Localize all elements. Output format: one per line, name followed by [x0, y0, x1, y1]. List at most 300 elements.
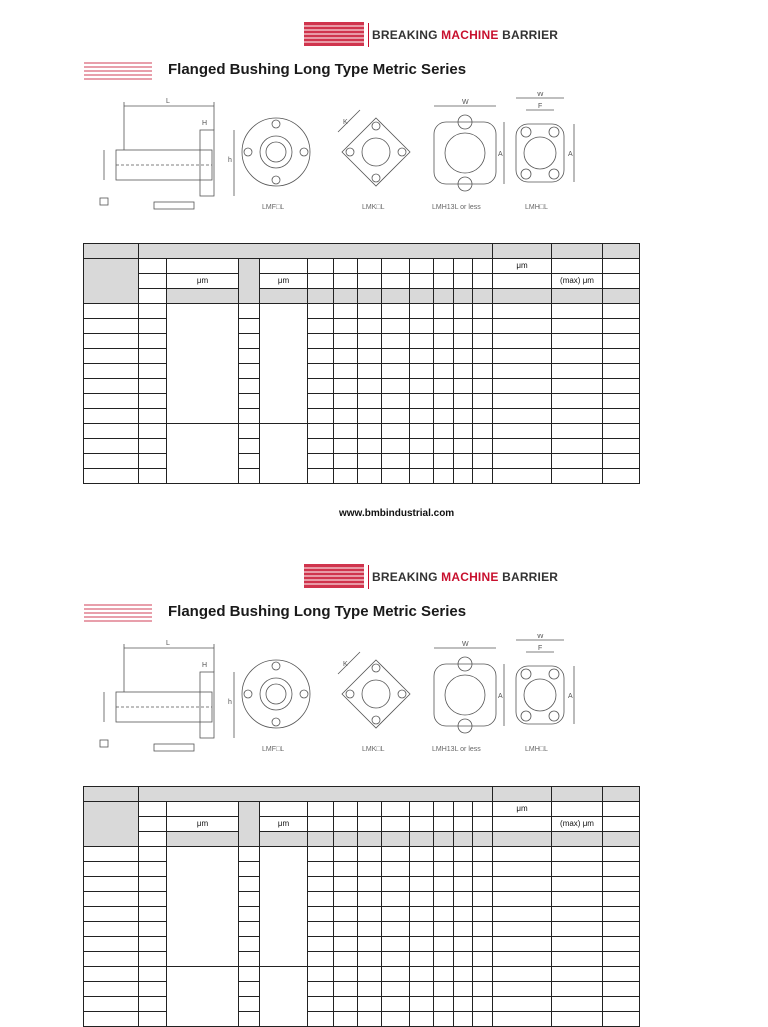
- table-cell: [358, 802, 382, 817]
- table-cell: [410, 469, 434, 484]
- table-cell: [603, 802, 640, 817]
- brand-name-part3: BARRIER: [498, 28, 559, 42]
- table-cell: [434, 982, 454, 997]
- table-cell: [603, 469, 640, 484]
- brand-name-part1: BREAKING: [372, 570, 442, 584]
- table-cell: [139, 832, 167, 847]
- table-cell: [260, 847, 308, 967]
- table-cell: [334, 304, 358, 319]
- table-cell: [358, 334, 382, 349]
- header-um-cell: μm: [493, 802, 552, 817]
- table-cell: [603, 877, 640, 892]
- table-cell: [358, 982, 382, 997]
- table-row: [84, 274, 640, 289]
- dim-label-A-2: A: [568, 151, 573, 158]
- table-cell: [552, 454, 603, 469]
- table-cell: [334, 439, 358, 454]
- table-row: [84, 304, 640, 319]
- table-cell: [410, 832, 434, 847]
- table-cell: [473, 469, 493, 484]
- table-cell: [434, 877, 454, 892]
- table-cell: [382, 997, 410, 1012]
- table-cell: [139, 394, 167, 409]
- table-cell: [334, 334, 358, 349]
- table-cell: [552, 469, 603, 484]
- table-cell: [358, 937, 382, 952]
- table-cell: [454, 319, 473, 334]
- table-cell: [382, 454, 410, 469]
- table-cell: [139, 1012, 167, 1027]
- table-cell: [167, 847, 239, 967]
- table-cell: [473, 982, 493, 997]
- table-cell: [358, 319, 382, 334]
- table-cell: [239, 937, 260, 952]
- table-cell: [454, 892, 473, 907]
- table-cell: [167, 259, 239, 274]
- table-cell: [382, 409, 410, 424]
- table-cell: [239, 952, 260, 967]
- table-cell: [603, 892, 640, 907]
- table-cell: [434, 997, 454, 1012]
- table-cell: [410, 982, 434, 997]
- table-cell: [84, 364, 139, 379]
- table-cell: [410, 997, 434, 1012]
- table-cell: [434, 349, 454, 364]
- table-cell: [552, 1012, 603, 1027]
- table-cell: [382, 1012, 410, 1027]
- brand-name-part2: MACHINE: [441, 570, 499, 584]
- table-cell: [434, 274, 454, 289]
- table-cell: [603, 439, 640, 454]
- table-cell: [167, 967, 239, 1027]
- table-cell: [603, 379, 640, 394]
- table-cell: [552, 409, 603, 424]
- table-cell: [603, 907, 640, 922]
- table-cell: [382, 922, 410, 937]
- dim-label-L: L: [166, 640, 170, 647]
- table-cell: [260, 967, 308, 1027]
- table-cell: [603, 847, 640, 862]
- table-cell: [603, 997, 640, 1012]
- table-cell: [260, 259, 308, 274]
- table-cell: [382, 832, 410, 847]
- table-cell: [493, 364, 552, 379]
- table-cell: [473, 454, 493, 469]
- table-cell: [434, 922, 454, 937]
- table-cell: [473, 394, 493, 409]
- table-cell: [473, 877, 493, 892]
- table-cell: [84, 334, 139, 349]
- table-cell: [382, 289, 410, 304]
- table-row: [84, 424, 640, 439]
- table-cell: [382, 907, 410, 922]
- table-cell: [84, 922, 139, 937]
- table-cell: [454, 439, 473, 454]
- table-cell: [239, 922, 260, 937]
- bmb-small-logo-icon: [84, 602, 152, 626]
- table-cell: [358, 907, 382, 922]
- table-cell: [552, 349, 603, 364]
- table-cell: [434, 424, 454, 439]
- table-cell: [493, 274, 552, 289]
- table-cell: [260, 802, 308, 817]
- table-cell: [473, 304, 493, 319]
- table-cell: [473, 439, 493, 454]
- table-cell: [84, 907, 139, 922]
- table-cell: [493, 892, 552, 907]
- table-cell: [358, 304, 382, 319]
- table-cell: [434, 937, 454, 952]
- table-cell: [552, 439, 603, 454]
- table-cell: [434, 289, 454, 304]
- header-um-cell: μm: [167, 817, 239, 832]
- table-cell: [308, 862, 334, 877]
- table-cell: [308, 877, 334, 892]
- table-cell: [334, 862, 358, 877]
- header-um-cell: μm: [167, 274, 239, 289]
- table-cell: [473, 349, 493, 364]
- table-cell: [410, 289, 434, 304]
- table-cell: [552, 937, 603, 952]
- table-cell: [260, 832, 308, 847]
- table-cell: [358, 379, 382, 394]
- table-cell: [382, 967, 410, 982]
- brand-name-part3: BARRIER: [498, 570, 559, 584]
- table-cell: [84, 394, 139, 409]
- table-cell: [308, 469, 334, 484]
- table-cell: [382, 802, 410, 817]
- header-max-um-cell: (max) μm: [552, 817, 603, 832]
- table-cell: [493, 862, 552, 877]
- table-cell: [358, 439, 382, 454]
- table-cell: [493, 454, 552, 469]
- table-cell: [410, 439, 434, 454]
- table-cell: [139, 334, 167, 349]
- table-cell: [434, 379, 454, 394]
- table-cell: [434, 454, 454, 469]
- table-cell: [434, 892, 454, 907]
- table-cell: [334, 409, 358, 424]
- table-cell: [334, 907, 358, 922]
- header-cell: [84, 259, 139, 304]
- brand-name-part2: MACHINE: [441, 28, 499, 42]
- table-cell: [139, 319, 167, 334]
- table-cell: [334, 997, 358, 1012]
- brand-name: [372, 28, 558, 42]
- table-cell: [334, 847, 358, 862]
- table-cell: [410, 922, 434, 937]
- table-cell: [493, 997, 552, 1012]
- table-cell: [308, 364, 334, 379]
- table-cell: [552, 922, 603, 937]
- table-cell: [473, 847, 493, 862]
- table-cell: [139, 349, 167, 364]
- table-row: [84, 817, 640, 832]
- table-cell: [382, 394, 410, 409]
- table-cell: [454, 907, 473, 922]
- table-cell: [239, 394, 260, 409]
- table-cell: [410, 424, 434, 439]
- table-cell: [358, 832, 382, 847]
- table-cell: [334, 259, 358, 274]
- table-cell: [454, 334, 473, 349]
- table-cell: [454, 817, 473, 832]
- table-cell: [358, 817, 382, 832]
- table-cell: [473, 424, 493, 439]
- table-cell: [308, 259, 334, 274]
- table-cell: [454, 349, 473, 364]
- table-row: [84, 802, 640, 817]
- table-cell: [334, 394, 358, 409]
- table-cell: [454, 967, 473, 982]
- table-cell: [410, 304, 434, 319]
- table-cell: [308, 394, 334, 409]
- table-cell: [603, 937, 640, 952]
- table-cell: [308, 379, 334, 394]
- table-cell: [454, 289, 473, 304]
- table-cell: [334, 319, 358, 334]
- table-cell: [239, 379, 260, 394]
- brand-name: [372, 570, 558, 584]
- table-cell: [603, 454, 640, 469]
- table-cell: [358, 274, 382, 289]
- table-cell: [493, 937, 552, 952]
- table-cell: [308, 424, 334, 439]
- table-cell: [239, 304, 260, 319]
- table-cell: [308, 982, 334, 997]
- table-cell: [434, 319, 454, 334]
- table-cell: [473, 862, 493, 877]
- table-cell: [139, 409, 167, 424]
- table-cell: [473, 289, 493, 304]
- table-cell: [334, 424, 358, 439]
- table-cell: [493, 922, 552, 937]
- table-cell: [454, 424, 473, 439]
- table-cell: [473, 319, 493, 334]
- header-cell: [603, 787, 640, 802]
- table-cell: [410, 862, 434, 877]
- table-row: [84, 289, 640, 304]
- caption-lmk: LMK□L: [362, 204, 385, 211]
- table-cell: [454, 274, 473, 289]
- table-cell: [493, 967, 552, 982]
- table-cell: [139, 847, 167, 862]
- table-cell: [334, 952, 358, 967]
- table-cell: [358, 847, 382, 862]
- dim-label-h: h: [228, 157, 232, 164]
- table-cell: [410, 802, 434, 817]
- technical-drawings: [96, 634, 576, 754]
- table-cell: [434, 907, 454, 922]
- header-um-cell: μm: [493, 259, 552, 274]
- table-cell: [358, 892, 382, 907]
- table-cell: [434, 439, 454, 454]
- table-cell: [454, 922, 473, 937]
- table-cell: [552, 877, 603, 892]
- table-cell: [493, 847, 552, 862]
- table-cell: [434, 832, 454, 847]
- dim-label-A-2: A: [568, 693, 573, 700]
- header-cell: [552, 244, 603, 259]
- table-cell: [603, 922, 640, 937]
- table-cell: [473, 952, 493, 967]
- table-cell: [603, 259, 640, 274]
- table-cell: [84, 847, 139, 862]
- dim-label-H: H: [202, 120, 208, 127]
- table-cell: [84, 439, 139, 454]
- table-cell: [434, 304, 454, 319]
- table-cell: [308, 907, 334, 922]
- table-cell: [552, 967, 603, 982]
- table-cell: [139, 952, 167, 967]
- table-cell: [308, 952, 334, 967]
- table-cell: [334, 469, 358, 484]
- table-cell: [382, 304, 410, 319]
- table-cell: [603, 832, 640, 847]
- header-cell: [239, 259, 260, 304]
- table-cell: [334, 967, 358, 982]
- table-cell: [84, 424, 139, 439]
- table-cell: [84, 1012, 139, 1027]
- header-um-cell: μm: [260, 817, 308, 832]
- table-cell: [434, 259, 454, 274]
- table-cell: [493, 349, 552, 364]
- table-cell: [334, 817, 358, 832]
- table-cell: [139, 802, 167, 817]
- table-cell: [552, 892, 603, 907]
- caption-lmf: LMF□L: [262, 204, 285, 211]
- dim-label-F: F: [538, 645, 543, 652]
- table-cell: [84, 862, 139, 877]
- dim-label-K: K: [343, 661, 348, 668]
- table-cell: [410, 877, 434, 892]
- caption-lmh: LMH□L: [525, 746, 548, 753]
- table-cell: [552, 907, 603, 922]
- table-cell: [84, 469, 139, 484]
- table-cell: [308, 967, 334, 982]
- table-cell: [382, 862, 410, 877]
- table-cell: [358, 922, 382, 937]
- table-cell: [358, 409, 382, 424]
- table-cell: [239, 1012, 260, 1027]
- table-cell: [603, 319, 640, 334]
- table-cell: [334, 832, 358, 847]
- table-cell: [473, 259, 493, 274]
- table-cell: [308, 319, 334, 334]
- table-cell: [434, 817, 454, 832]
- caption-lmh13: LMH13L or less: [432, 204, 481, 211]
- table-cell: [239, 364, 260, 379]
- dim-label-A-1: A: [498, 151, 503, 158]
- table-cell: [410, 892, 434, 907]
- table-cell: [410, 907, 434, 922]
- table-cell: [84, 937, 139, 952]
- website-url[interactable]: www.bmbindustrial.com: [339, 508, 455, 519]
- table-cell: [239, 469, 260, 484]
- table-cell: [410, 274, 434, 289]
- table-cell: [410, 454, 434, 469]
- table-cell: [239, 424, 260, 439]
- table-cell: [358, 469, 382, 484]
- table-cell: [139, 259, 167, 274]
- table-cell: [139, 454, 167, 469]
- table-cell: [493, 982, 552, 997]
- table-cell: [84, 304, 139, 319]
- table-cell: [603, 862, 640, 877]
- table-cell: [139, 892, 167, 907]
- table-cell: [167, 424, 239, 484]
- dim-label-H: H: [202, 662, 208, 669]
- table-cell: [167, 802, 239, 817]
- table-cell: [493, 289, 552, 304]
- table-cell: [139, 862, 167, 877]
- table-cell: [139, 364, 167, 379]
- table-cell: [84, 877, 139, 892]
- table-cell: [473, 997, 493, 1012]
- table-cell: [552, 424, 603, 439]
- table-cell: [410, 937, 434, 952]
- table-cell: [454, 997, 473, 1012]
- table-cell: [410, 364, 434, 379]
- table-cell: [239, 982, 260, 997]
- table-cell: [493, 817, 552, 832]
- table-cell: [239, 997, 260, 1012]
- table-cell: [382, 364, 410, 379]
- table-cell: [334, 877, 358, 892]
- table-cell: [358, 967, 382, 982]
- table-cell: [552, 304, 603, 319]
- table-cell: [473, 364, 493, 379]
- table-cell: [308, 289, 334, 304]
- table-cell: [454, 304, 473, 319]
- table-cell: [603, 364, 640, 379]
- table-cell: [410, 967, 434, 982]
- table-cell: [139, 937, 167, 952]
- table-cell: [239, 454, 260, 469]
- table-cell: [239, 967, 260, 982]
- table-cell: [454, 379, 473, 394]
- table-cell: [493, 334, 552, 349]
- table-cell: [434, 802, 454, 817]
- table-cell: [410, 817, 434, 832]
- dim-label-A-1: A: [498, 693, 503, 700]
- table-cell: [334, 274, 358, 289]
- table-cell: [308, 349, 334, 364]
- table-row: [84, 787, 640, 802]
- table-cell: [334, 349, 358, 364]
- caption-lmh13: LMH13L or less: [432, 746, 481, 753]
- dim-label-h: h: [228, 699, 232, 706]
- table-cell: [382, 424, 410, 439]
- header-cell: [84, 244, 139, 259]
- table-cell: [552, 832, 603, 847]
- table-cell: [493, 952, 552, 967]
- table-cell: [382, 817, 410, 832]
- table-cell: [167, 304, 239, 424]
- table-cell: [454, 802, 473, 817]
- table-cell: [382, 469, 410, 484]
- table-cell: [493, 319, 552, 334]
- brand-header: [304, 560, 559, 599]
- header-cell: [493, 787, 552, 802]
- table-cell: [308, 304, 334, 319]
- table-cell: [410, 259, 434, 274]
- table-cell: [410, 334, 434, 349]
- table-cell: [239, 847, 260, 862]
- table-cell: [358, 259, 382, 274]
- table-cell: [260, 304, 308, 424]
- table-cell: [239, 877, 260, 892]
